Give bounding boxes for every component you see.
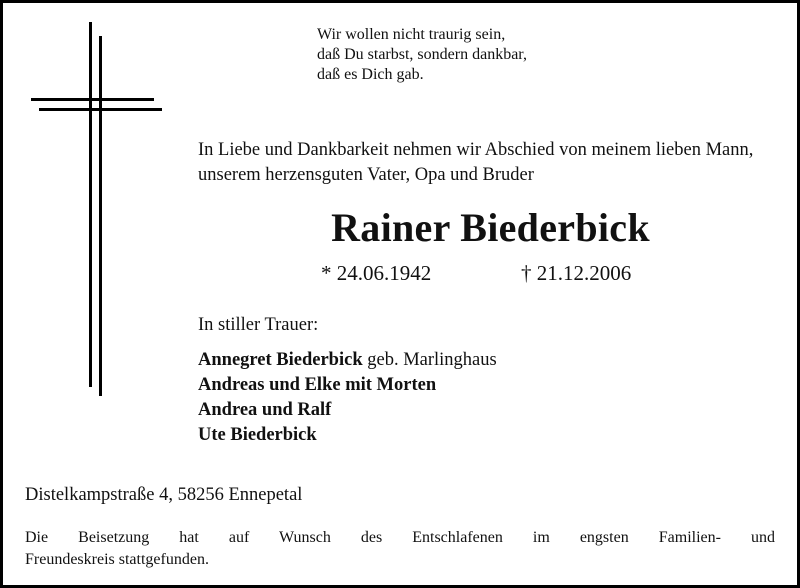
birth-date: * 24.06.1942 <box>321 261 432 285</box>
cross-horizontal-line <box>31 98 154 101</box>
mourning-title: In stiller Trauer: <box>198 315 319 335</box>
address: Distelkampstraße 4, 58256 Ennepetal <box>25 485 303 505</box>
poem-line: daß Du starbst, sondern dankbar, <box>317 46 527 63</box>
funeral-note-line: Freundeskreis stattgefunden. <box>25 551 209 568</box>
mourner-entry <box>198 373 497 398</box>
mourner-name: Andreas und Elke mit Morten <box>198 375 437 395</box>
mourner-name: Andrea und Ralf <box>198 400 332 420</box>
funeral-note <box>25 527 775 571</box>
mourner-entry <box>198 423 497 448</box>
deceased-name: Rainer Biederbick <box>331 205 650 250</box>
mourner-note: geb. Marlinghaus <box>362 350 497 370</box>
funeral-note-line: Die Beisetzung hat auf Wunsch des Entschlafenen im engsten Familien- und <box>25 529 775 546</box>
mourners-list <box>198 348 497 448</box>
mourner-entry <box>198 348 497 373</box>
cross-horizontal-line <box>39 108 162 111</box>
mourner-name: Ute Biederbick <box>198 425 317 445</box>
poem-line: daß es Dich gab. <box>317 66 424 83</box>
death-date: † 21.12.2006 <box>521 261 632 285</box>
mourner-entry <box>198 398 497 423</box>
intro-text: In Liebe und Dankbarkeit nehmen wir Abschied von meinem lieben Mann, unserem herzensguten Vater, Opa und Bruder <box>198 140 754 185</box>
poem-quote <box>317 25 527 85</box>
mourner-name: Annegret Biederbick <box>198 350 363 370</box>
poem-line: Wir wollen nicht traurig sein, <box>317 26 506 43</box>
